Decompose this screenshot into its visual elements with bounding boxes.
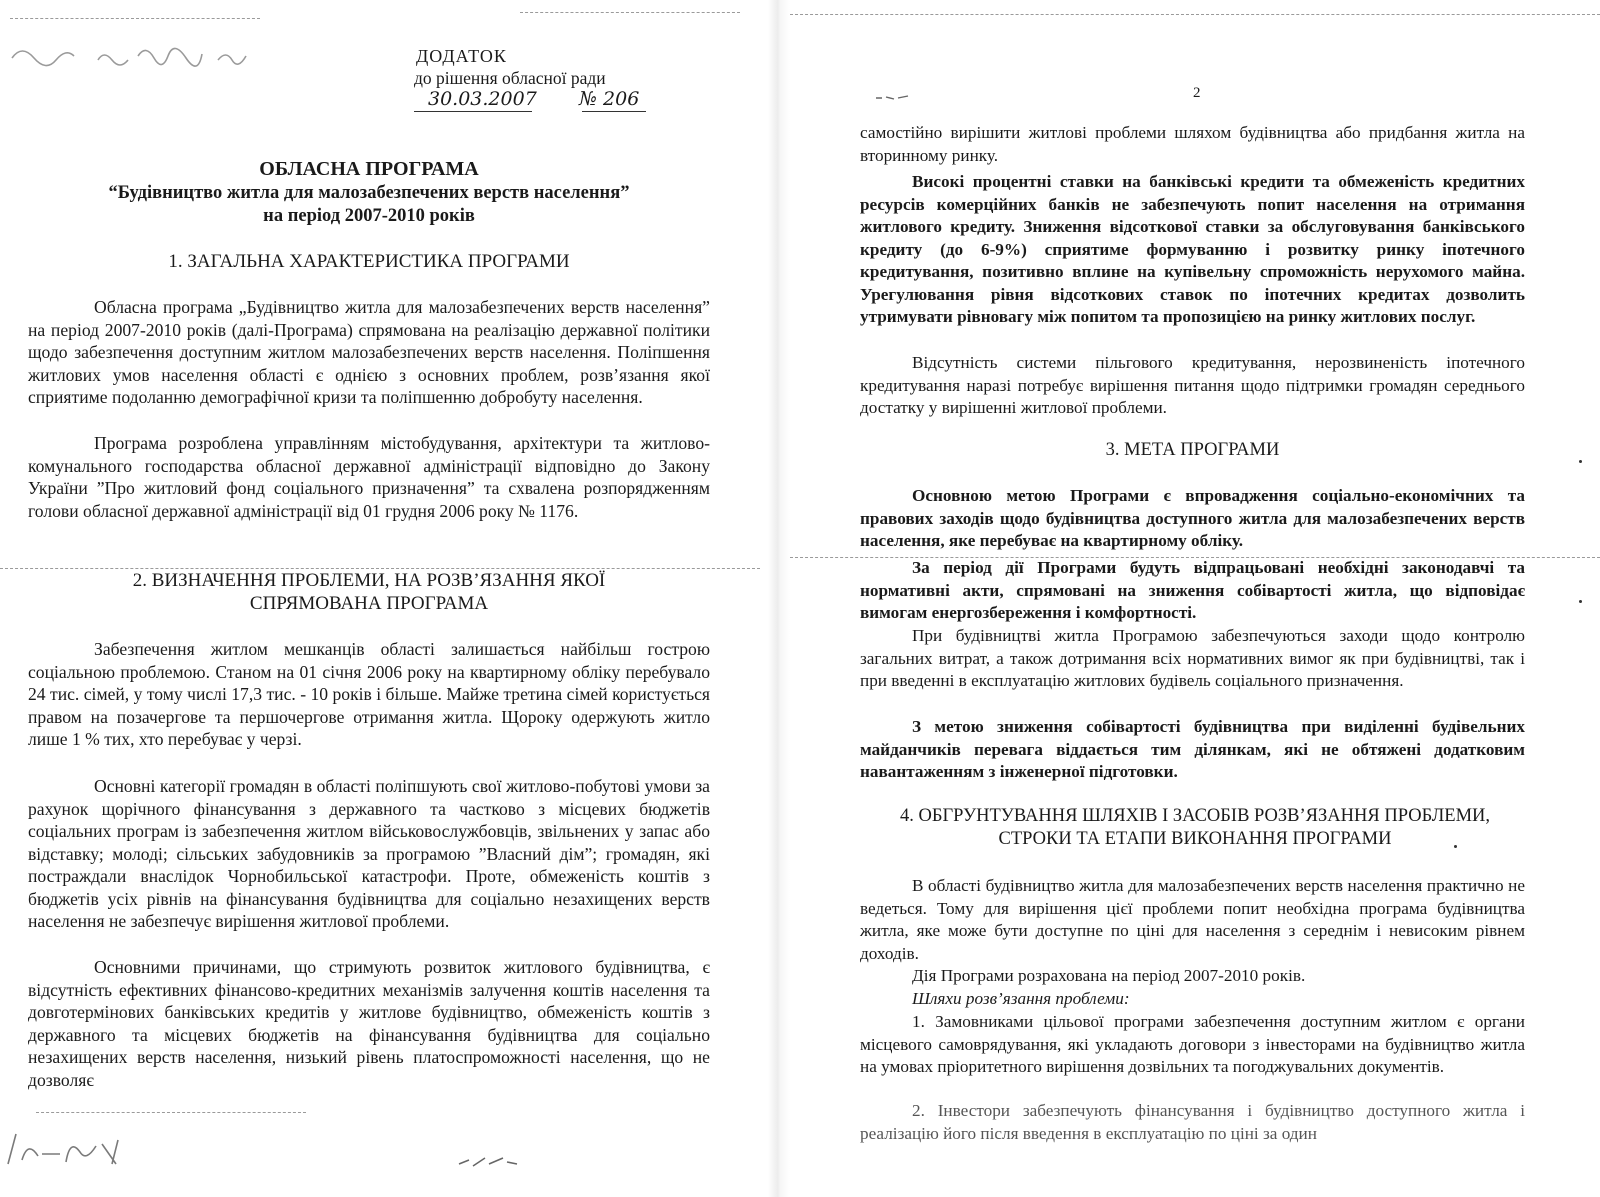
continuation-paragraph: самостійно вирішити житлові проблеми шляхом будівництва або придбання житла на вторинному ринку.	[860, 123, 1525, 165]
section2-paragraph-3: Основними причинами, що стримують розвиток житлового будівництва, є відсутність ефективних фінансово-кредитних механізмів залучення коштів населення та довготермінових банківських кредитів у житлове будівництво, обмеженість коштів з державного та місцевих бюджетів на фінансування будівництва для соціально незахищених верств населення, низький рівень платоспроможності населення, що не дозволяє	[28, 957, 710, 1090]
section4-subheading: Шляхи розв’язання проблеми:	[912, 989, 1130, 1008]
scan-edge-line	[10, 18, 260, 19]
appendix-subtitle: до рішення обласної ради	[414, 68, 606, 88]
section4-heading-line1: 4. ОБГРУНТУВАННЯ ШЛЯХІВ І ЗАСОБІВ РОЗВ’ЯЗАННЯ ПРОБЛЕМИ,	[899, 806, 1491, 826]
section2-heading-line2: СПРЯМОВАНА ПРОГРАМА	[249, 593, 489, 614]
page-number: 2	[1193, 85, 1201, 101]
section2-paragraph-2: Основні категорії громадян в області поліпшують свої житлово-побутові умови за рахунок щорічного фінансування з державного та частково з місцевих бюджетів соціальних програм із забезпечення житлом військовослужбовців, звільнених у запас або відставку; молоді; сільських забудовників за програмою ”Власний дім”; громадян, які постраждали внаслідок Чорнобильської катастрофи. Проте, обмеженість коштів з бюджетів усіх рівнів на фінансування будівництва для соціально незахищених верств населення не забезпечує вирішення житлової проблеми.	[28, 776, 710, 931]
mortgage-paragraph: Відсутність системи пільгового кредитування, нерозвиненість іпотечного кредитування наразі потребує вирішення питання щодо підтримки громадян середнього достатку у вирішенні житлової проблеми.	[860, 353, 1525, 417]
section3-heading: 3. МЕТА ПРОГРАМИ	[1105, 440, 1280, 460]
scan-speckle	[455, 1150, 525, 1172]
program-title: ОБЛАСНА ПРОГРАМА	[259, 158, 479, 180]
handwritten-date: 30.03.2007	[428, 88, 537, 110]
scan-speck	[1579, 600, 1582, 603]
scan-speckle	[874, 92, 914, 104]
section4-item-2: 2. Інвестори забезпечують фінансування і будівництво доступного житла і реалізацію його після введення в експлуатацію по ціні за один	[860, 1101, 1525, 1143]
left-page	[0, 0, 760, 1197]
scan-speck	[1454, 845, 1457, 848]
appendix-date-line	[414, 90, 644, 114]
section3-paragraph-1: Основною метою Програми є впровадження соціально-економічних та правових заходів щодо будівництва доступного житла для малозабезпечених верств населення, яке перебуває на квартирному обліку.	[860, 486, 1525, 550]
section4-item-1: 1. Замовниками цільової програми забезпечення доступним житлом є органи місцевого самоврядування, які укладають договори з інвесторами на будівництво житла на умовах пріоритетного вирішення дозвільних та погоджувальних документів.	[860, 1012, 1525, 1076]
program-period: на період 2007-2010 років	[263, 206, 475, 226]
section2-paragraph-1: Забезпечення житлом мешканців області залишається найбільш гострою соціальною проблемою. Станом на 01 січня 2006 року на квартирному обліку перебувало 24 тис. сімей, у тому числі 17,3 тис. - 10 років і більше. Майже третина сімей користується правом на позачергове та першочергове отримання житла. Щороку одержують житло лише 1 % тих, хто перебуває у черзі.	[28, 639, 710, 749]
program-name: “Будівництво житла для малозабезпечених верств населення”	[108, 183, 630, 203]
scan-edge-line	[790, 14, 1600, 15]
section3-paragraph-2: За період дії Програми будуть відпрацьовані необхідні законодавчі та нормативні акти, спрямовані на зниження собівартості житла, що відповідає вимогам енергозбереження і комфортності.	[860, 558, 1525, 622]
section1-paragraph-1: Обласна програма „Будівництво житла для малозабезпечених верств населення” на період 2007-2010 років (далі-Програма) спрямована на реалізацію державної політики щодо забезпечення доступним житлом малозабезпечених верств населення. Поліпшення житлових умов населення області є однією з основних проблем, розв’язання якої сприятиме подоланню демографічної кризи та поліпшенню добробуту населення.	[28, 297, 710, 407]
scan-fold-line	[0, 568, 760, 569]
section4-paragraph-1: В області будівництво житла для малозабезпечених верств населення практично не ведеться. Тому для вирішення цієї проблеми попит необхідна програма будівництва житла, яке може бути доступне по ціні для населення з середнім і невисоким рівнем доходів.	[860, 876, 1525, 963]
section4-heading-line2: СТРОКИ ТА ЕТАПИ ВИКОНАННЯ ПРОГРАМИ	[998, 829, 1392, 849]
section1-heading: 1. ЗАГАЛЬНА ХАРАКТЕРИСТИКА ПРОГРАМИ	[168, 251, 570, 272]
section3-paragraph-4: З метою зниження собівартості будівництва при виділенні будівельних майданчиків перевага віддається тим ділянкам, які не обтяжені додатковим навантаженням з інженерної підготовки.	[860, 717, 1525, 781]
section3-paragraph-3: При будівництві житла Програмою забезпечуються заходи щодо контролю загальних витрат, а також дотримання всіх нормативних вимог як при будівництві, так і при введенні в експлуатацію житлових будівель соціального призначення.	[860, 626, 1525, 690]
faint-footer-line	[36, 1112, 306, 1113]
appendix-title: ДОДАТОК	[416, 46, 507, 66]
handwritten-number: № 206	[579, 88, 640, 110]
section2-heading-line1: 2. ВИЗНАЧЕННЯ ПРОБЛЕМИ, НА РОЗВ’ЯЗАННЯ ЯКОЇ	[132, 570, 606, 591]
page-fold-shadow	[768, 0, 790, 1197]
scan-speck	[1579, 460, 1582, 463]
right-page	[790, 0, 1600, 1197]
section1-paragraph-2: Програма розроблена управлінням містобудування, архітектури та житлово-комунального господарства обласної державної адміністрації відповідно до Закону України ”Про житловий фонд соціального призначення” та схвалена розпорядженням голови обласної державної адміністрації від 01 грудня 2006 року № 1176.	[28, 433, 710, 521]
credit-paragraph: Високі процентні ставки на банківські кредити та обмеженість кредитних ресурсів комерційних банків не забезпечують попит населення на отримання житлового кредиту. Зниження відсоткової ставки за обслуговування банківського кредиту (до 6-9%) сприятиме формуванню і розвитку ринку іпотечного кредитування, позитивно вплине на купівельну спроможність нерухомого майна. Урегулювання рівня відсоткових ставок по іпотечних кредитах дозволить утримувати рівновагу між попитом та пропозицією на ринку житлових послуг.	[860, 172, 1525, 326]
handwritten-notation	[2, 1124, 132, 1172]
handwritten-scribble	[8, 38, 268, 72]
section4-paragraph-2: Дія Програми розрахована на період 2007-2010 років.	[912, 966, 1306, 985]
scan-edge-line	[520, 12, 740, 13]
